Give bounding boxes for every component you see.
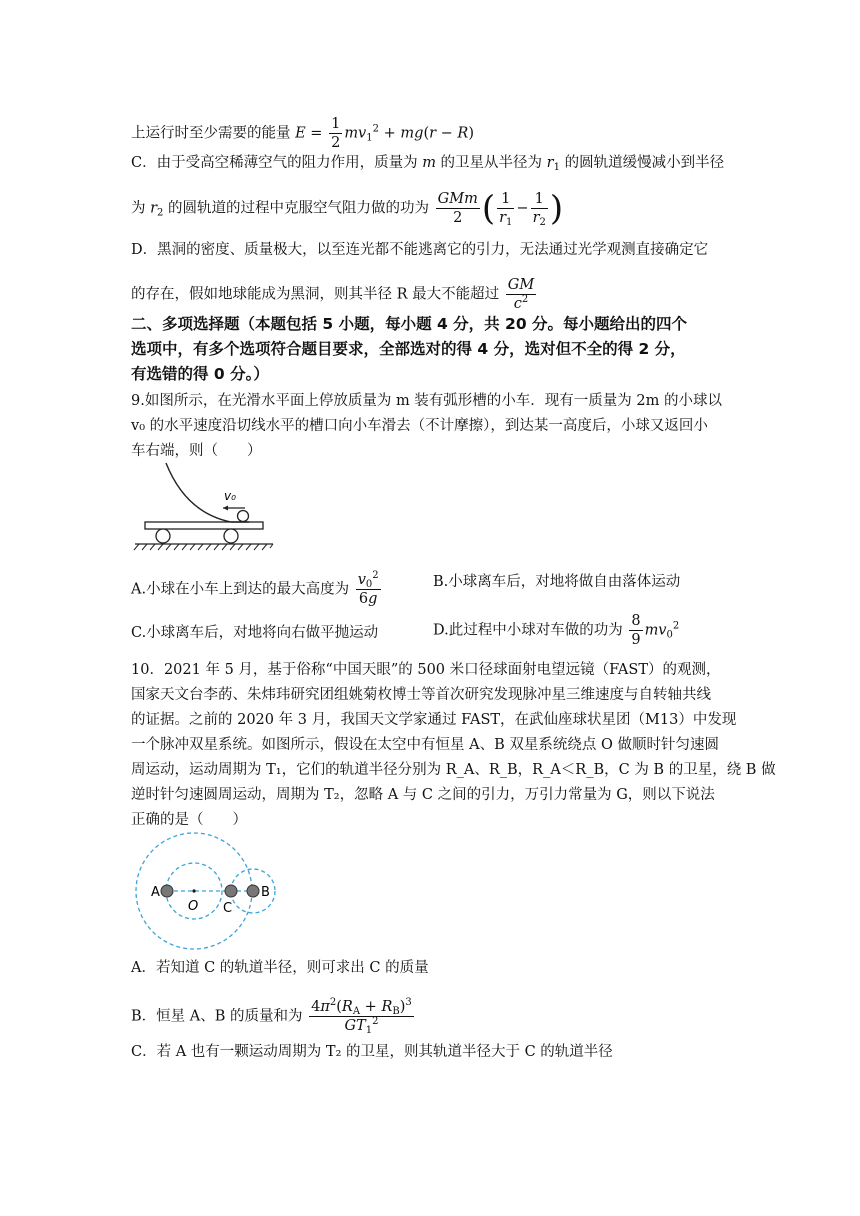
q9-stem-line2: v₀ 的水平速度沿切线水平的槽口向小车滑去（不计摩擦），到达某一高度后，小球又返回小 xyxy=(131,418,708,434)
q10-stem-line2: 国家天文台李菂、朱炜玮研究团组姚菊枚博士等首次研究发现脉冲星三维速度与自转轴共线 xyxy=(131,687,711,703)
velocity-label: v₀ xyxy=(224,489,236,503)
cart-body xyxy=(145,522,263,529)
label-b: B xyxy=(261,885,270,900)
wheel-right xyxy=(224,529,238,543)
q10-stem-line4: 一个脉冲双星系统。如图所示，假设在太空中有恒星 A、B 双星系统绕点 O 做顺时针匀速圆 xyxy=(131,737,719,753)
label-c: C xyxy=(223,901,233,916)
q9-option-c: C.小球离车后，对地将向右做平抛运动 xyxy=(131,625,379,641)
section-heading-line1: 二、多项选择题（本题包括 5 小题，每小题 4 分，共 20 分。每小题给出的四个 xyxy=(131,315,688,333)
q10-stem-line1: 10．2021 年 5 月，基于俗称“中国天眼”的 500 米口径球面射电望远镜（FAST）的观测， xyxy=(131,662,721,678)
q8-option-d-line2: 的存在，假如地球能成为黑洞，则其半径 R 最大不能超过 $\frac{GM}{c^2}$ xyxy=(131,277,535,312)
q10-binary-star-figure xyxy=(131,830,281,952)
ground-hatching xyxy=(134,544,273,550)
velocity-arrow-head xyxy=(223,506,228,511)
q9-stem-line1: 9.如图所示，在光滑水平面上停放质量为 m 装有弧形槽的小车．现有一质量为 2m 的小球以 xyxy=(131,393,722,409)
q10-stem-line6: 逆时针匀速圆周运动，周期为 T₂，忽略 A 与 C 之间的引力，万引力常量为 G，则以下说法 xyxy=(131,787,715,803)
ball xyxy=(238,511,249,522)
section-heading-line3: 有选错的得 0 分。） xyxy=(131,365,269,383)
center-o xyxy=(192,889,195,892)
q8-option-c-line2: 为 $r_2$ 的圆轨道的过程中克服空气阻力做的功为 $\frac{\text{GMm}}{2}$ ( $\frac{1}{r_1}$ − $\frac{1}{r_2}$ ) xyxy=(131,188,564,229)
label-o: O xyxy=(188,899,199,914)
q10-stem-line3: 的证据。之前的 2020 年 3 月，我国天文学家通过 FAST，在武仙座球状星团（M13）中发现 xyxy=(131,712,737,728)
q8-option-d-line1: D．黑洞的密度、质量极大，以至连光都不能逃离它的引力，无法通过光学观测直接确定它 xyxy=(131,242,709,258)
cart-slot-curve xyxy=(166,463,249,522)
q10-option-c: C．若 A 也有一颗运动周期为 T₂ 的卫星，则其轨道半径大于 C 的轨道半径 xyxy=(131,1044,613,1060)
q10-stem-line7: 正确的是（ ） xyxy=(131,812,247,828)
q8-option-b-tail: 上运行时至少需要的能量 E = $\frac{1}{2}$ $mv_1^2 + mg(r - R)$ xyxy=(131,116,475,151)
q9-stem-line3: 车右端，则（ ） xyxy=(131,443,262,459)
q10-stem-line5: 周运动，运动周期为 T₁，它们的轨道半径分别为 R_A、R_B，R_A＜R_B，C 为 B 的卫星，绕 B 做 xyxy=(131,762,776,778)
section-heading-line2: 选项中，有多个选项符合题目要求，全部选对的得 4 分，选对但不全的得 2 分， xyxy=(131,340,686,358)
q9-option-b: B.小球离车后，对地将做自由落体运动 xyxy=(433,574,681,590)
q9-cart-figure xyxy=(131,458,281,558)
q10-option-a: A．若知道 C 的轨道半径，则可求出 C 的质量 xyxy=(131,960,429,976)
q10-option-b: B．恒星 A、B 的质量和为 $\frac{4\pi^2(R_A + R_B)^3}{GT_1^2}$ xyxy=(131,997,412,1036)
label-a: A xyxy=(151,885,160,900)
q8-option-c-line1: C．由于受高空稀薄空气的阻力作用，质量为 m 的卫星从半径为 $r_1$ 的圆轨道缓慢减小到半径 xyxy=(131,155,725,173)
satellite-c xyxy=(225,885,237,897)
q9-option-a: A.小球在小车上到达的最大高度为 $\frac{v_0^2}{6g}$ xyxy=(131,570,379,607)
star-b xyxy=(247,885,259,897)
star-a xyxy=(161,885,173,897)
wheel-left xyxy=(156,529,170,543)
q9-option-d: D.此过程中小球对车做的功为 $\frac{8}{9}$ $mv_0^2$ xyxy=(433,613,680,648)
